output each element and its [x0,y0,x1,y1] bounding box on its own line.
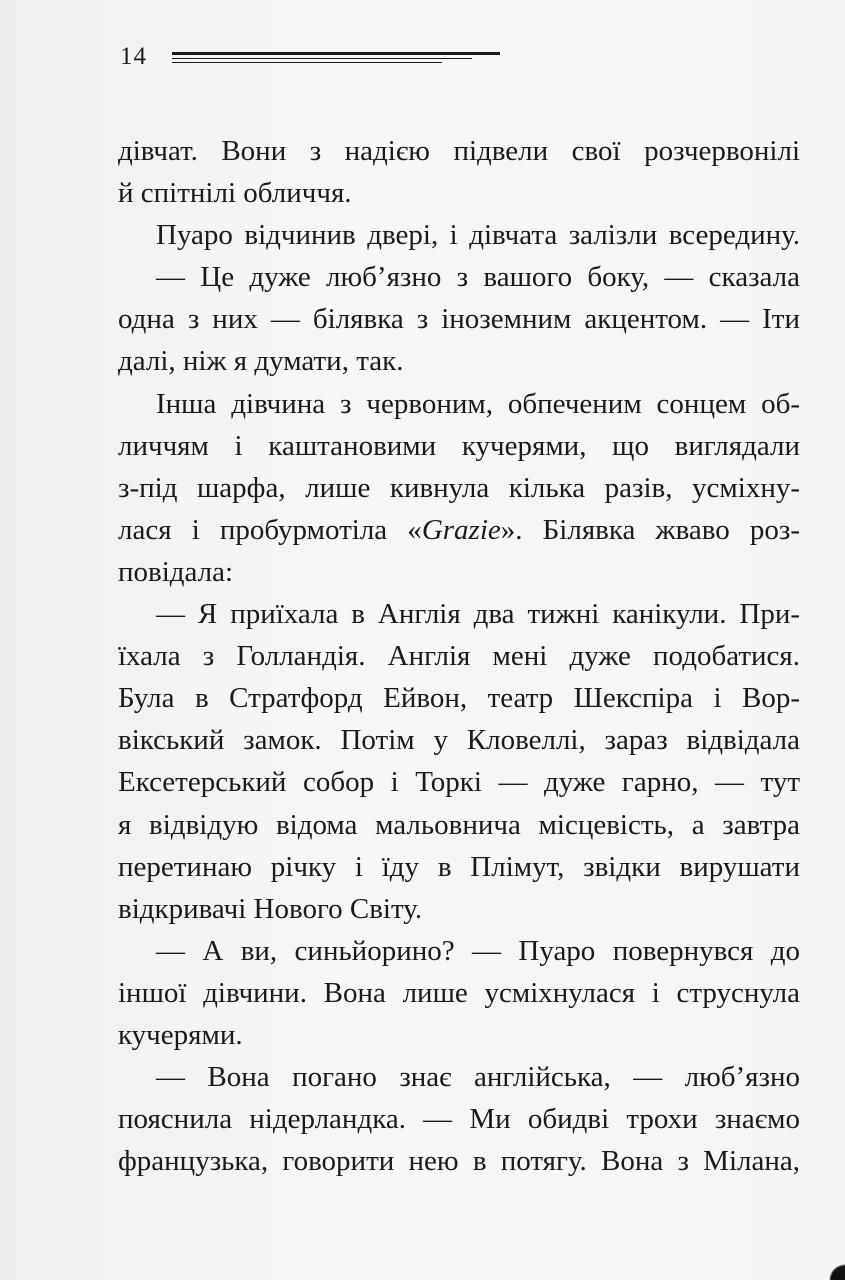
text-line: відкривачі Нового Світу. [118,892,423,925]
text-line: одна з них — білявка з іноземним акцентом. — Іти [118,303,800,336]
text-line: пояснила нідерландка. — Ми обидві трохи знаємо [118,1103,800,1136]
text-run: ». Білявка жваво роз- [500,513,800,546]
header-rule [172,62,442,63]
text-line: іншої дівчини. Вона лише усміхнулася і струснула [118,976,800,1009]
text-line: й спітнілі обличчя. [118,177,352,210]
text-line: французька, говорити нею в потягу. Вона з Мілана, [118,1145,800,1178]
text-line: повідала: [118,555,234,588]
header-rule [172,52,500,55]
page-corner-shadow [819,1254,845,1280]
page-number: 14 [120,43,147,70]
text-line: кучерями. [118,1018,243,1051]
text-line: — Вона погано знає англійська, — люб’язно [156,1061,800,1094]
text-line: дівчат. Вони з надією підвели свої розчервонілі [118,135,800,167]
text-line: — А ви, синьйорино? — Пуаро повернувся до [156,934,800,967]
text-line: я відвідую відома мальовнича місцевість, а завтра [118,808,800,841]
text-line: їхала з Голландія. Англія мені дуже подобатися. [118,640,800,673]
text-line: — Я приїхала в Англія два тижні канікули. При- [156,598,800,631]
text-line: Інша дівчина з червоним, обпеченим сонцем об- [156,387,800,420]
text-line: — Це дуже люб’язно з вашого боку, — сказала [156,261,800,294]
text-line: Була в Стратфорд Ейвон, театр Шекспіра і Вор- [118,682,800,715]
italic-word: Grazie [421,513,501,546]
text-line-mixed [118,509,800,551]
text-line: з-під шарфа, лише кивнула кілька разів, усміхну- [118,471,800,504]
header-rule [172,58,472,59]
text-line: Пуаро відчинив двері, і дівчата залізли всередину. [156,219,800,252]
text-line: Ексетерський собор і Торкі — дуже гарно, — тут [118,766,800,799]
text-line: личчям і каштановими кучерями, що виглядали [118,429,800,462]
text-line: далі, ніж я думати, так. [118,345,404,378]
text-line: перетинаю річку і їду в Плімут, звідки вирушати [118,850,800,883]
body-text [118,130,800,1182]
page-header [120,40,500,74]
text-line: вікський замок. Потім у Кловеллі, зараз відвідала [118,724,800,757]
text-run: лася і пробурмотіла « [118,513,422,546]
